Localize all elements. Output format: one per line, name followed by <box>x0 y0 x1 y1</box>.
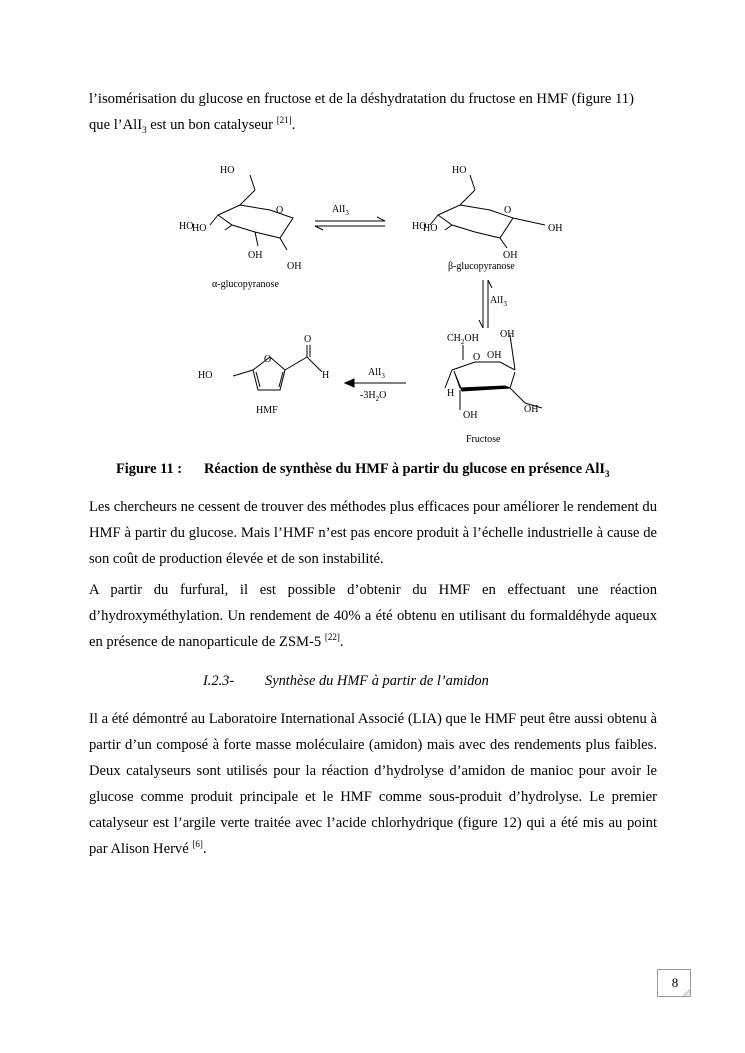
citation-21: [21] <box>276 115 292 126</box>
intro-line-2: que l’AlI$_3$ est un bon catalyseur [21]. <box>89 115 296 135</box>
hmf-label: HMF <box>256 405 278 416</box>
alpha-glucopyranose-label: α-glucopyranose <box>212 279 279 290</box>
paragraph-2: A partir du furfural, il est possible d’obtenir du HMF en effectuant une réaction d’hydroxyméthylation. Un rendement de 40% a été obtenu en utilisant du formaldéhyde aqueux en présence de nanoparticule de ZSM-5 [22]. <box>89 582 657 650</box>
reaction-scheme <box>170 150 580 450</box>
alpha-ho-left-a: HO <box>179 221 194 232</box>
fructose-oh-bottom: OH <box>463 410 478 421</box>
beta-glucopyranose-label: β-glucopyranose <box>448 261 515 272</box>
alpha-oh-3: OH <box>248 250 263 261</box>
citation-6: [6] <box>192 839 203 850</box>
fructose-label: Fructose <box>466 434 501 445</box>
alpha-oh-1: OH <box>287 261 302 272</box>
equilibrium-arrow <box>315 217 385 230</box>
fructose-oh-top: OH <box>500 329 515 340</box>
beta-oh-2: OH <box>503 250 518 261</box>
catalyst-label-3: AlI$_3$ <box>368 367 385 380</box>
alpha-ring-o: O <box>276 205 284 216</box>
page-number: 8 <box>671 975 679 990</box>
fructose-ring-o: O <box>473 352 481 363</box>
beta-ho-left-b: HO <box>423 223 438 234</box>
page-number-box <box>657 969 691 997</box>
citation-22: [22] <box>324 632 340 643</box>
dehydration-arrow <box>345 379 406 387</box>
paragraph-3: Il a été démontré au Laboratoire International Associé (LIA) que le HMF peut être aussi obtenu à partir d’un composé à forte masse moléculaire (amidon) mais avec des rendements plus faibles. Deux catalyseurs sont utilisés pour la réaction d’hydrolyse d’amidon de manioc pour avoir le glucose comme produit principale et le HMF comme sous-produit d’hydrolyse. Le premier catalyseur est l’argile verte traitée avec l’acide chlorhydrique (figure 12) qui a été mis au point par Alison Hervé [6]. <box>89 711 657 857</box>
beta-ring-o: O <box>504 205 512 216</box>
reaction-scheme-figure <box>170 150 580 450</box>
fructose-structure <box>445 335 542 410</box>
beta-glucopyranose-structure <box>430 175 545 248</box>
section-number: I.2.3- <box>203 673 235 689</box>
fructose-oh-right: OH <box>524 404 539 415</box>
hmf-aldehyde-h: H <box>322 370 330 381</box>
intro-line-1: l’isomérisation du glucose en fructose et de la déshydratation du fructose en HMF (figure 11) <box>89 91 634 107</box>
alpha-ho-top: HO <box>220 165 235 176</box>
figure-caption <box>116 461 609 478</box>
paragraph-1: Les chercheurs ne cessent de trouver des méthodes plus efficaces pour améliorer le rendement du HMF à partir du glucose. Mais l’HMF n’est pas encore produit à l’échelle industrielle à cause de son coût de production élevée et de son instabilité. <box>89 499 657 567</box>
water-loss-label: $-3H_2O$ <box>360 390 387 403</box>
intro-paragraph <box>89 86 657 138</box>
figure-caption-text: Réaction de synthèse du HMF à partir du glucose en présence AlI$_3$ <box>204 461 610 479</box>
hmf-structure <box>233 345 322 390</box>
section-heading <box>203 673 489 690</box>
fructose-ch2oh: $CH_2OH$ <box>447 333 479 346</box>
section-title: Synthèse du HMF à partir de l’amidon <box>265 673 489 689</box>
fructose-oh-ring: OH <box>487 350 502 361</box>
figure-label: Figure 11 : <box>116 461 183 477</box>
beta-ho-left-a: HO <box>412 221 427 232</box>
fructose-h: H <box>447 388 455 399</box>
beta-ho-top: HO <box>452 165 467 176</box>
beta-oh-1: OH <box>548 223 563 234</box>
alpha-ho-left-b: HO <box>192 223 207 234</box>
hmf-ho: HO <box>198 370 213 381</box>
hmf-ring-o: O <box>264 354 272 365</box>
hmf-carbonyl-o: O <box>304 334 312 345</box>
catalyst-label-2: AlI$_3$ <box>490 295 507 308</box>
catalyst-label-1: AlI$_3$ <box>332 204 349 217</box>
